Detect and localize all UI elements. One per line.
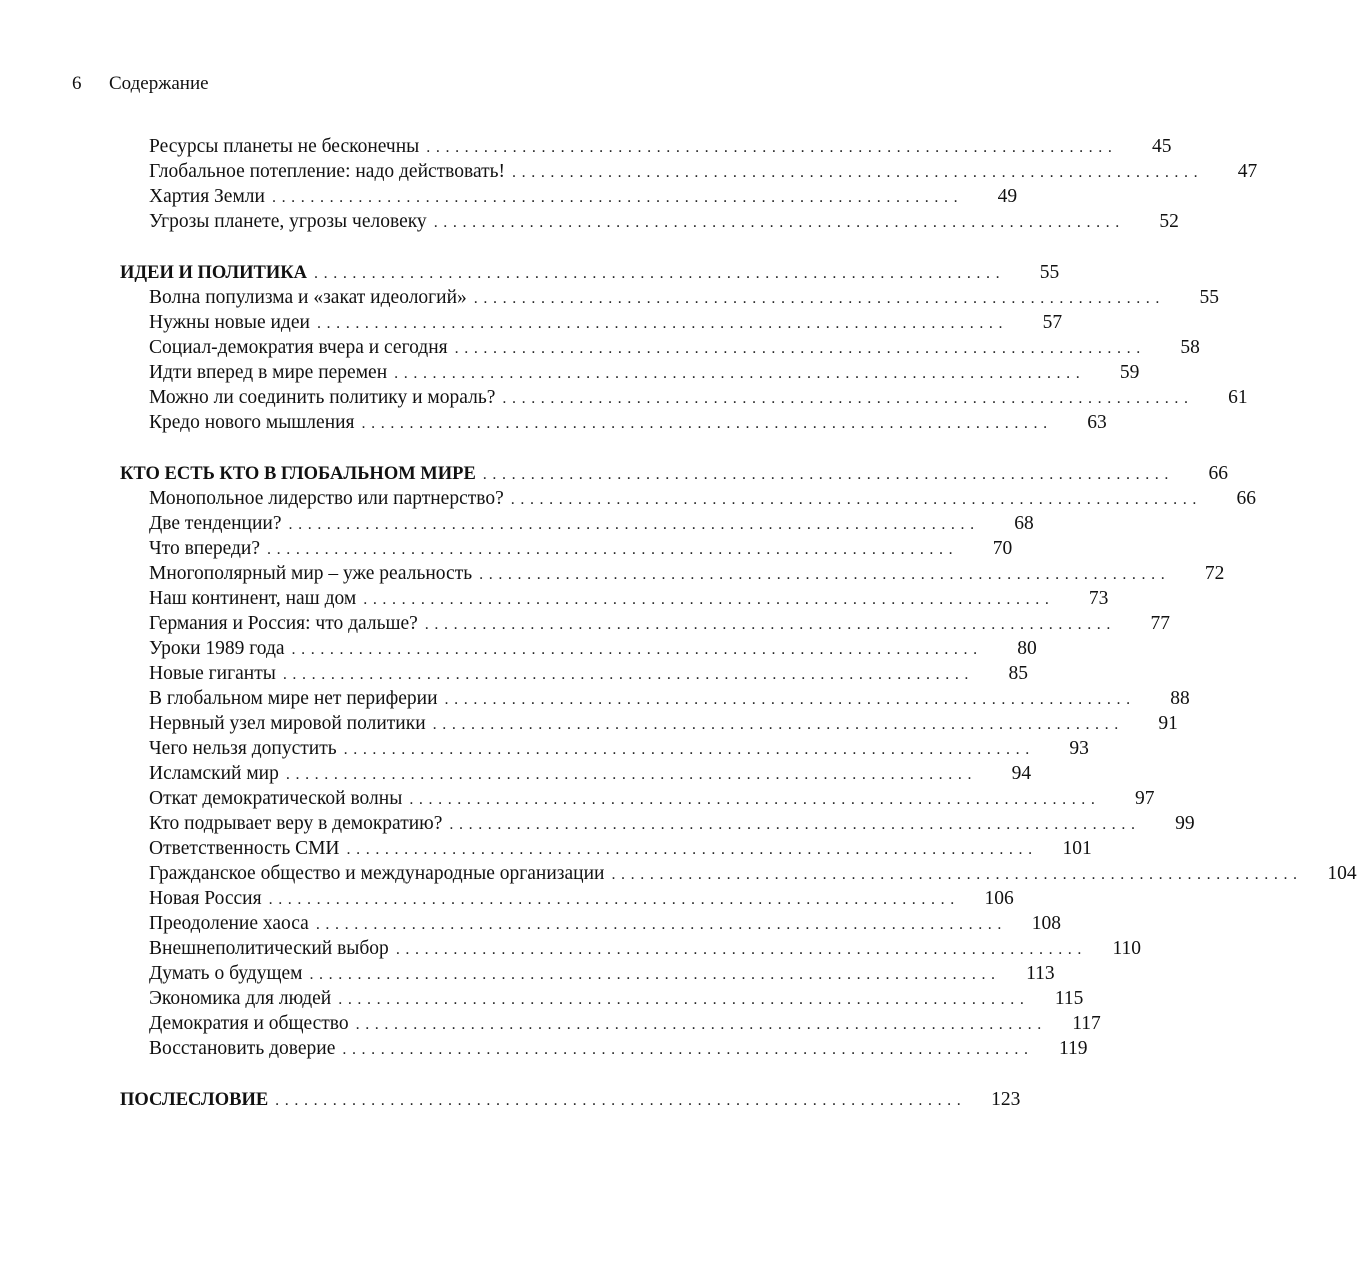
dot-leader: ........................................................................ bbox=[611, 866, 1303, 883]
running-head bbox=[72, 72, 209, 96]
dot-leader: ........................................................................ bbox=[424, 616, 1116, 633]
toc-entry[interactable] bbox=[120, 761, 1032, 786]
page-ref: 110 bbox=[1112, 938, 1142, 959]
section-title: КТО ЕСТЬ КТО В ГЛОБАЛЬНОМ МИРЕ bbox=[120, 464, 476, 484]
page-ref: 55 bbox=[1199, 287, 1219, 308]
dot-leader: ........................................................................ bbox=[432, 716, 1124, 733]
page-ref: 45 bbox=[1151, 136, 1172, 157]
page-ref: 115 bbox=[1054, 988, 1084, 1009]
entry-title: Экономика для людей bbox=[149, 988, 332, 1009]
toc-section-heading[interactable] bbox=[120, 1087, 1021, 1112]
toc-entry[interactable] bbox=[120, 310, 1063, 335]
dot-leader: ........................................................................ bbox=[473, 290, 1165, 307]
page-ref: 94 bbox=[1011, 763, 1032, 784]
dot-leader: ........................................................................ bbox=[433, 214, 1125, 231]
page-ref: 106 bbox=[984, 888, 1014, 909]
entry-title: Чего нельзя допустить bbox=[149, 738, 337, 759]
toc-entry[interactable] bbox=[120, 686, 1190, 711]
page-ref: 66 bbox=[1208, 463, 1228, 484]
dot-leader: ........................................................................ bbox=[510, 491, 1202, 508]
page-ref: 58 bbox=[1180, 337, 1200, 358]
entry-title: Восстановить доверие bbox=[149, 1038, 336, 1059]
entry-title: Кто подрывает веру в демократию? bbox=[149, 813, 443, 834]
toc-entry[interactable] bbox=[120, 736, 1089, 761]
dot-leader: ........................................................................ bbox=[502, 390, 1194, 407]
dot-leader: ........................................................................ bbox=[355, 1016, 1047, 1033]
dot-leader: ........................................................................ bbox=[282, 666, 975, 683]
page-number: 6 bbox=[72, 73, 82, 94]
dot-leader: ........................................................................ bbox=[309, 966, 1001, 983]
page-ref: 70 bbox=[992, 538, 1013, 559]
page-ref: 123 bbox=[991, 1089, 1021, 1110]
page-ref: 117 bbox=[1072, 1013, 1101, 1034]
toc-section-heading[interactable] bbox=[120, 461, 1228, 486]
entry-title: Новые гиганты bbox=[149, 663, 276, 684]
page-ref: 119 bbox=[1059, 1038, 1088, 1059]
toc-entry[interactable] bbox=[120, 134, 1172, 159]
toc-entry[interactable] bbox=[120, 786, 1155, 811]
entry-title: Внешнеполитический выбор bbox=[149, 938, 389, 959]
entry-title: Ресурсы планеты не бесконечны bbox=[149, 136, 420, 157]
toc-entry[interactable] bbox=[120, 410, 1107, 435]
entry-title: Волна популизма и «закат идеологий» bbox=[149, 287, 467, 308]
entry-title: Многополярный мир – уже реальность bbox=[149, 563, 473, 584]
entry-title: Что впереди? bbox=[149, 538, 261, 559]
dot-leader: ........................................................................ bbox=[449, 816, 1141, 833]
entry-title: Идти вперед в мире перемен bbox=[149, 362, 388, 383]
entry-title: Наш континент, наш дом bbox=[149, 588, 357, 609]
entry-title: Две тенденции? bbox=[149, 513, 282, 534]
page-ref: 108 bbox=[1031, 913, 1062, 934]
toc-entry[interactable] bbox=[120, 811, 1195, 836]
page-ref: 85 bbox=[1008, 663, 1029, 684]
dot-leader: ........................................................................ bbox=[363, 591, 1055, 608]
entry-title: Ответственность СМИ bbox=[149, 838, 340, 859]
entry-title: Хартия Земли bbox=[149, 186, 265, 207]
section-title: ИДЕИ И ПОЛИТИКА bbox=[120, 263, 308, 283]
entry-title: Думать о будущем bbox=[149, 963, 303, 984]
entry-title: Демократия и общество bbox=[149, 1013, 349, 1034]
dot-leader: ........................................................................ bbox=[314, 265, 1006, 282]
page-ref: 91 bbox=[1158, 713, 1178, 734]
page-ref: 77 bbox=[1150, 613, 1170, 634]
entry-title: Можно ли соединить политику и мораль? bbox=[149, 387, 496, 408]
toc-entry[interactable] bbox=[120, 711, 1178, 736]
page-ref: 72 bbox=[1204, 563, 1225, 584]
dot-leader: ........................................................................ bbox=[482, 466, 1174, 483]
entry-title: Гражданское общество и международные организации bbox=[149, 863, 605, 884]
running-head-title: Содержание bbox=[109, 73, 209, 94]
dot-leader: ........................................................................ bbox=[275, 1092, 967, 1109]
toc-entry[interactable] bbox=[120, 511, 1034, 536]
toc-entry[interactable] bbox=[120, 1036, 1088, 1061]
page-ref: 80 bbox=[1017, 638, 1037, 659]
dot-leader: ........................................................................ bbox=[338, 991, 1030, 1008]
page-ref: 73 bbox=[1088, 588, 1109, 609]
toc-entry[interactable] bbox=[120, 886, 1014, 911]
page-ref: 68 bbox=[1014, 513, 1034, 534]
toc-section-heading[interactable] bbox=[120, 260, 1060, 285]
toc-entry[interactable] bbox=[120, 836, 1092, 861]
toc-entry[interactable] bbox=[120, 486, 1256, 511]
toc-entry[interactable] bbox=[120, 1011, 1101, 1036]
page-ref: 104 bbox=[1327, 863, 1357, 884]
page-ref: 66 bbox=[1236, 488, 1256, 509]
page-ref: 93 bbox=[1069, 738, 1089, 759]
dot-leader: ........................................................................ bbox=[316, 315, 1009, 332]
toc-entry[interactable] bbox=[120, 936, 1142, 961]
toc-entry[interactable] bbox=[120, 661, 1029, 686]
toc-entry[interactable] bbox=[120, 536, 1013, 561]
entry-title: Уроки 1989 года bbox=[149, 638, 285, 659]
dot-leader: ........................................................................ bbox=[409, 791, 1101, 808]
entry-title: Кредо нового мышления bbox=[149, 412, 355, 433]
toc-entry[interactable] bbox=[120, 636, 1037, 661]
table-of-contents bbox=[120, 134, 1357, 1112]
entry-title: Нужны новые идеи bbox=[149, 312, 310, 333]
toc-entry[interactable] bbox=[120, 285, 1219, 310]
toc-entry[interactable] bbox=[120, 561, 1225, 586]
page-ref: 101 bbox=[1062, 838, 1092, 859]
dot-leader: ........................................................................ bbox=[343, 741, 1035, 758]
toc-entry[interactable] bbox=[120, 861, 1357, 886]
entry-title: Угрозы планете, угрозы человеку bbox=[149, 211, 427, 232]
dot-leader: ........................................................................ bbox=[267, 541, 959, 558]
toc-entry[interactable] bbox=[120, 385, 1248, 410]
section-spacer bbox=[120, 1061, 763, 1087]
dot-leader: ........................................................................ bbox=[454, 340, 1146, 357]
dot-leader: ........................................................................ bbox=[512, 164, 1204, 181]
dot-leader: ........................................................................ bbox=[271, 189, 964, 206]
dot-leader: ........................................................................ bbox=[479, 566, 1171, 583]
page-ref: 97 bbox=[1135, 788, 1155, 809]
toc-entry[interactable] bbox=[120, 586, 1109, 611]
dot-leader: ........................................................................ bbox=[346, 841, 1038, 858]
entry-title: В глобальном мире нет периферии bbox=[149, 688, 438, 709]
page-ref: 59 bbox=[1119, 362, 1140, 383]
page-ref: 88 bbox=[1170, 688, 1190, 709]
entry-title: Преодоление хаоса bbox=[149, 913, 309, 934]
entry-title: Нервный узел мировой политики bbox=[149, 713, 426, 734]
page-ref: 63 bbox=[1087, 412, 1107, 433]
entry-title: Германия и Россия: что дальше? bbox=[149, 613, 418, 634]
dot-leader: ........................................................................ bbox=[395, 941, 1088, 958]
toc-entry[interactable] bbox=[120, 986, 1084, 1011]
section-title: ПОСЛЕСЛОВИЕ bbox=[120, 1090, 269, 1110]
dot-leader: ........................................................................ bbox=[288, 516, 980, 533]
section-spacer bbox=[120, 234, 763, 260]
page-ref: 57 bbox=[1042, 312, 1063, 333]
entry-title: Откат демократической волны bbox=[149, 788, 403, 809]
toc-entry[interactable] bbox=[120, 335, 1200, 360]
entry-title: Социал-демократия вчера и сегодня bbox=[149, 337, 448, 358]
dot-leader: ........................................................................ bbox=[444, 691, 1136, 708]
section-spacer bbox=[120, 435, 763, 461]
dot-leader: ........................................................................ bbox=[342, 1041, 1034, 1058]
page-ref: 99 bbox=[1175, 813, 1195, 834]
toc-entry[interactable] bbox=[120, 184, 1018, 209]
toc-entry[interactable] bbox=[120, 961, 1055, 986]
toc-entry[interactable] bbox=[120, 159, 1258, 184]
dot-leader: ........................................................................ bbox=[291, 641, 983, 658]
entry-title: Исламский мир bbox=[149, 763, 279, 784]
page-ref: 113 bbox=[1026, 963, 1055, 984]
dot-leader: ........................................................................ bbox=[394, 365, 1086, 382]
dot-leader: ........................................................................ bbox=[315, 916, 1008, 933]
dot-leader: ........................................................................ bbox=[361, 415, 1053, 432]
dot-leader: ........................................................................ bbox=[268, 891, 960, 908]
toc-entry[interactable] bbox=[120, 611, 1170, 636]
entry-title: Монопольное лидерство или партнерство? bbox=[149, 488, 504, 509]
page-ref: 55 bbox=[1039, 262, 1060, 283]
toc-entry[interactable] bbox=[120, 209, 1179, 234]
entry-title: Глобальное потепление: надо действовать! bbox=[149, 161, 506, 182]
dot-leader: ........................................................................ bbox=[285, 766, 978, 783]
page-ref: 52 bbox=[1159, 211, 1179, 232]
toc-entry[interactable] bbox=[120, 360, 1140, 385]
toc-entry[interactable] bbox=[120, 911, 1062, 936]
page-ref: 49 bbox=[997, 186, 1018, 207]
entry-title: Новая Россия bbox=[149, 888, 262, 909]
page-ref: 47 bbox=[1237, 161, 1258, 182]
dot-leader: ........................................................................ bbox=[426, 139, 1118, 156]
page-ref: 61 bbox=[1228, 387, 1248, 408]
